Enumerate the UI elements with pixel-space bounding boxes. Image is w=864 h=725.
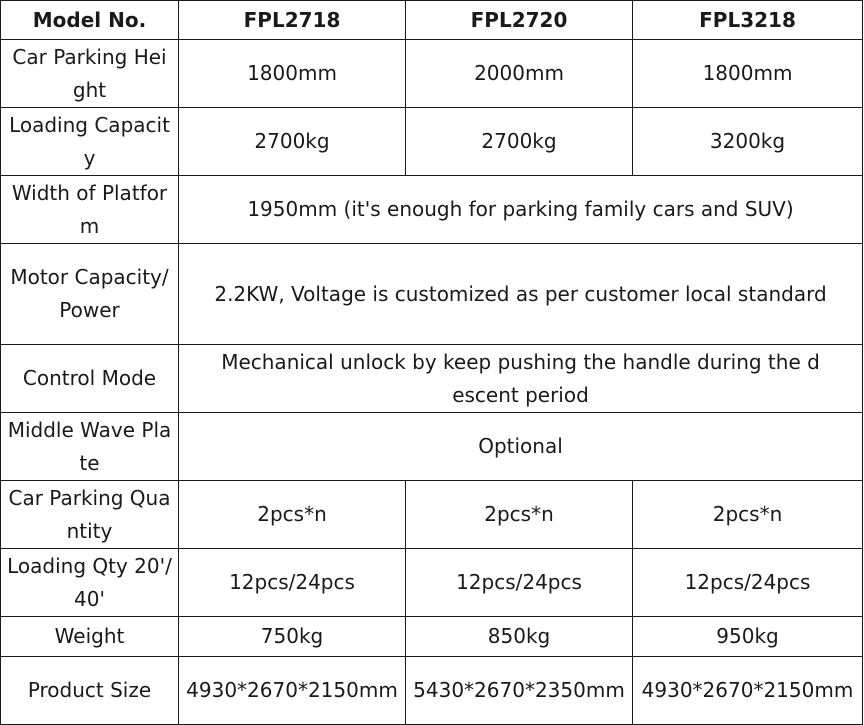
cell-value: 12pcs/24pcs [179, 549, 406, 617]
row-label: Loading Qty 20'/40' [1, 549, 179, 617]
model-fpl2720: FPL2720 [406, 1, 633, 40]
table-row [1, 345, 863, 413]
table-row [1, 481, 863, 549]
header-label: Model No. [1, 1, 179, 40]
cell-value: 4930*2670*2150mm [633, 657, 863, 725]
cell-value: 2pcs*n [179, 481, 406, 549]
row-label: Motor Capacity/Power [1, 244, 179, 345]
cell-value: 5430*2670*2350mm [406, 657, 633, 725]
table-row [1, 657, 863, 725]
table-row [1, 108, 863, 176]
cell-value-merged: Mechanical unlock by keep pushing the handle during the descent period [179, 345, 863, 413]
table-row [1, 176, 863, 244]
row-label: Loading Capacity [1, 108, 179, 176]
cell-value: 750kg [179, 617, 406, 657]
model-fpl2718: FPL2718 [179, 1, 406, 40]
cell-value: 850kg [406, 617, 633, 657]
row-label: Product Size [1, 657, 179, 725]
cell-value: 12pcs/24pcs [406, 549, 633, 617]
cell-value-merged: 2.2KW, Voltage is customized as per customer local standard [179, 244, 863, 345]
table-row [1, 413, 863, 481]
row-label: Middle Wave Plate [1, 413, 179, 481]
cell-value: 2pcs*n [406, 481, 633, 549]
cell-value-merged: Optional [179, 413, 863, 481]
row-label: Car Parking Height [1, 40, 179, 108]
cell-value: 1800mm [179, 40, 406, 108]
header-row [1, 1, 863, 40]
cell-value: 3200kg [633, 108, 863, 176]
row-label: Control Mode [1, 345, 179, 413]
model-fpl3218: FPL3218 [633, 1, 863, 40]
cell-value: 1800mm [633, 40, 863, 108]
cell-value-merged: 1950mm (it's enough for parking family cars and SUV) [179, 176, 863, 244]
table-row [1, 244, 863, 345]
cell-value: 2pcs*n [633, 481, 863, 549]
table-row [1, 549, 863, 617]
cell-value: 2700kg [179, 108, 406, 176]
cell-value: 950kg [633, 617, 863, 657]
cell-value: 2000mm [406, 40, 633, 108]
cell-value: 12pcs/24pcs [633, 549, 863, 617]
row-label: Weight [1, 617, 179, 657]
table-row [1, 617, 863, 657]
cell-value: 4930*2670*2150mm [179, 657, 406, 725]
row-label: Car Parking Quantity [1, 481, 179, 549]
row-label: Width of Platform [1, 176, 179, 244]
cell-value: 2700kg [406, 108, 633, 176]
table-row [1, 40, 863, 108]
